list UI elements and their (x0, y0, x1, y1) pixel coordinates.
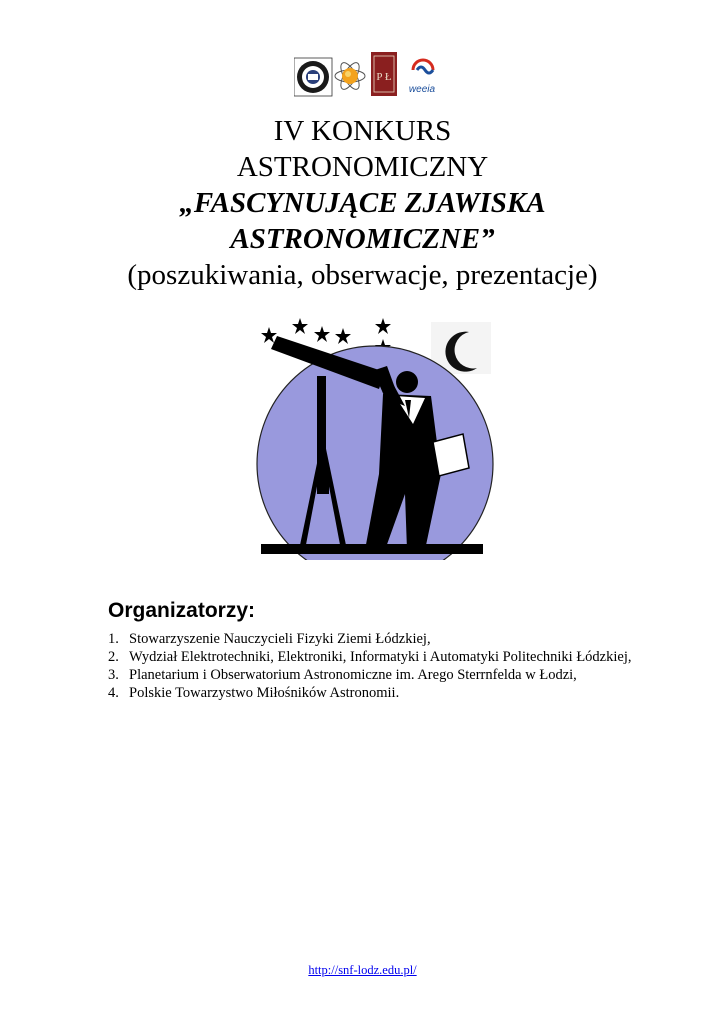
organizers-heading: Organizatorzy: (108, 599, 256, 622)
weeia-logo-icon (409, 60, 436, 95)
list-item (108, 666, 640, 684)
title-line-2: ASTRONOMICZNY (236, 151, 489, 183)
list-number: 1. (108, 631, 119, 647)
atom-planet-logo-icon (335, 60, 365, 92)
title-line-5: (poszukiwania, obserwacje, prezentacje) (127, 259, 598, 291)
politechnika-lodzka-logo-icon (371, 52, 397, 96)
title-line-3: „FASCYNUJĄCE ZJAWISKA (179, 187, 546, 219)
organizers-section (108, 598, 640, 702)
svg-text:P Ł: P Ł (376, 71, 392, 83)
title-line-4: ASTRONOMICZNE” (230, 223, 495, 255)
logo-strip (294, 48, 444, 100)
svg-text:weeia: weeia (408, 84, 436, 95)
list-item (108, 630, 640, 648)
title-line-1: IV KONKURS (273, 115, 452, 147)
organizers-list (108, 630, 640, 702)
list-number: 2. (108, 649, 119, 665)
list-item (108, 648, 640, 666)
astronomer-telescope-icon (255, 314, 500, 560)
contest-title (0, 113, 725, 293)
list-number: 3. (108, 667, 119, 683)
list-text: Wydział Elektrotechniki, Elektroniki, Informatyki i Automatyki Politechniki Łódzkiej, (129, 649, 632, 665)
website-link[interactable]: http://snf-lodz.edu.pl/ (308, 963, 417, 977)
list-text: Polskie Towarzystwo Miłośników Astronomii. (129, 685, 400, 701)
list-text: Planetarium i Obserwatorium Astronomiczne im. Arego Sterrnfelda w Łodzi, (129, 667, 577, 683)
list-text: Stowarzyszenie Nauczycieli Fizyki Ziemi Łódzkiej, (129, 631, 431, 647)
list-item (108, 684, 640, 702)
list-number: 4. (108, 685, 119, 701)
snf-seal-logo-icon (294, 58, 332, 96)
